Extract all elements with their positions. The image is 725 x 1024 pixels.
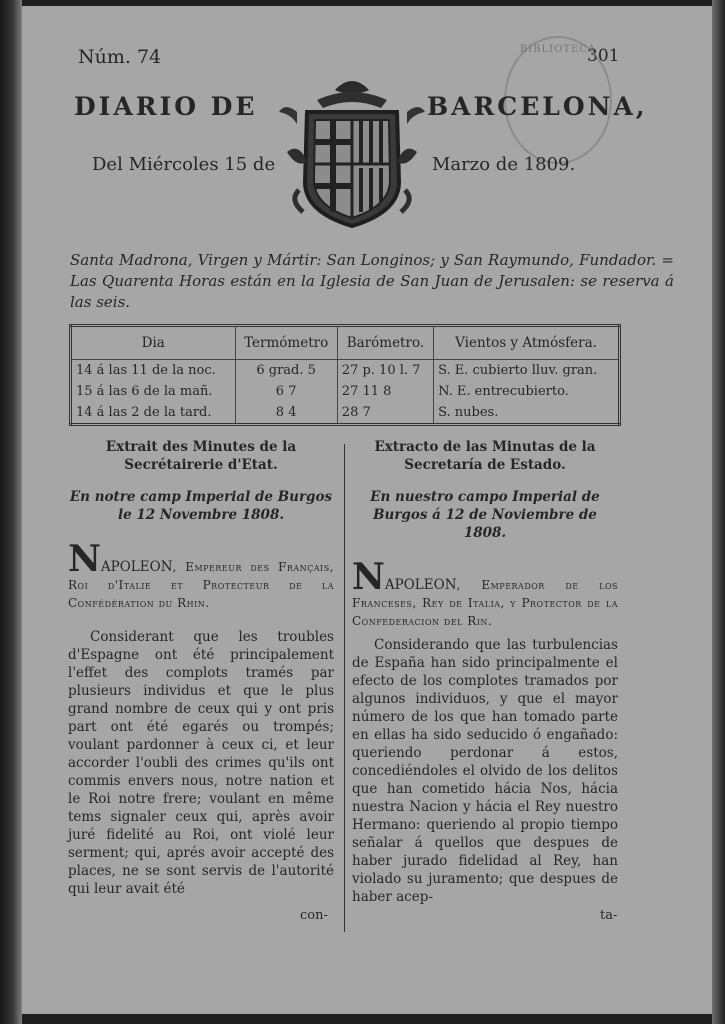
spanish-place-date: En nuestro campo Imperial de Burgos á 12 de Noviembre de 1808.: [370, 489, 600, 541]
page-edge: [712, 0, 725, 1024]
issue-number: Núm. 74: [78, 46, 162, 68]
page-number: 301: [587, 46, 620, 66]
weather-temp: 6 grad. 5: [235, 360, 337, 381]
french-decree-title: [68, 538, 334, 612]
masthead-title-left: DIARIO DE: [74, 92, 258, 121]
newspaper-page: [22, 6, 712, 1014]
masthead-title-right: BARCELONA,: [427, 92, 648, 121]
imperial-titles: , Empereur des Français, Roi d'Italie et Protecteur de la Confédération du Rhin.: [68, 560, 334, 610]
weather-col-header: Barómetro.: [337, 326, 433, 360]
book-spine: [0, 0, 22, 1024]
imperial-titles: , Emperador de los Franceses, Rey de Italia, y Protector de la Confederacion del Rin.: [352, 578, 618, 628]
weather-col-header: Dia: [71, 326, 236, 360]
weather-wind: S. E. cubierto lluv. gran.: [438, 363, 598, 379]
weather-col-header: Vientos y Atmósfera.: [434, 326, 620, 360]
french-catchword: con-: [300, 908, 328, 923]
weather-baro: 27 11 8: [337, 381, 433, 402]
french-body: Considerant que les troubles d'Espagne ont été principalement l'effet des complots tramés par plusieurs individus et que le plus grand nombre de ceux qui y ont pris part ont été egarés ou trompés; voulant pardonner à ceux ci, et leur accorder l'oubli des crimes qu'ils ont commis envers nous, notre nation et le Roi notre frere; voulant en même tems signaler ceux qui, après avoir juré fidelité au Roi, ont violé leur serment; qui, aprés avoir accepté des places, ne se sont servis de l'autorité qui leur avait été: [68, 629, 334, 897]
dropcap: N: [68, 538, 101, 580]
weather-row: [71, 381, 620, 402]
weather-temp: 6 7: [235, 381, 337, 402]
weather-row: [71, 402, 620, 424]
barcelona-coat-of-arms-icon: [277, 72, 427, 232]
weather-header-row: [71, 326, 620, 360]
spanish-decree-title: [352, 556, 618, 630]
date-right: Marzo de 1809.: [432, 154, 576, 175]
french-heading: Extrait des Minutes de la Secrétairerie d'Etat.: [105, 439, 297, 473]
column-divider: [344, 444, 345, 932]
weather-row: [71, 360, 620, 381]
date-left: Del Miércoles 15 de: [92, 154, 276, 175]
name-rest: APOLEON: [100, 559, 173, 575]
weather-baro: 28 7: [337, 402, 433, 424]
name-rest: APOLEON: [384, 577, 457, 593]
weather-day: 14 á las 2 de la tard.: [71, 402, 236, 424]
weather-wind: S. nubes.: [438, 405, 499, 421]
weather-table: [69, 324, 621, 426]
saints-of-the-day: Santa Madrona, Virgen y Mártir: San Longinos; y San Raymundo, Fundador. = Las Quarenta Horas están en la Iglesia de San Juan de Jerusalen: se reserva á las seis.: [70, 251, 674, 311]
french-place-date: En notre camp Imperial de Burgos le 12 Novembre 1808.: [69, 489, 333, 523]
stamp-text: BIBLIOTECA: [519, 44, 597, 55]
weather-day: 15 á las 6 de la mañ.: [71, 381, 236, 402]
weather-wind: N. E. entrecubierto.: [438, 384, 569, 400]
spanish-column: [352, 438, 618, 906]
weather-baro: 27 p. 10 l. 7: [337, 360, 433, 381]
weather-temp: 8 4: [235, 402, 337, 424]
spanish-body: Considerando que las turbulencias de España han sido principalmente el efecto de los complotes tramados por algunos individuos, y que el mayor número de los que han tomado parte en ellas ha sido seducido ó engañado: queriendo perdonar á estos, concediéndoles el olvido de los delitos que han cometido hácia Nos, hácia nuestra Nacion y hácia el Rey nuestro Hermano: queriendo al propio tiempo señalar á quellos que despues de haber jurado fidelidad al Rey, han violado su juramento; que despues de haber acep-: [352, 637, 618, 905]
french-column: [68, 438, 334, 898]
dropcap: N: [352, 556, 385, 598]
weather-day: 14 á las 11 de la noc.: [71, 360, 236, 381]
spanish-catchword: ta-: [600, 908, 618, 923]
spanish-heading: Extracto de las Minutas de la Secretaría de Estado.: [374, 439, 596, 473]
weather-col-header: Termómetro: [235, 326, 337, 360]
